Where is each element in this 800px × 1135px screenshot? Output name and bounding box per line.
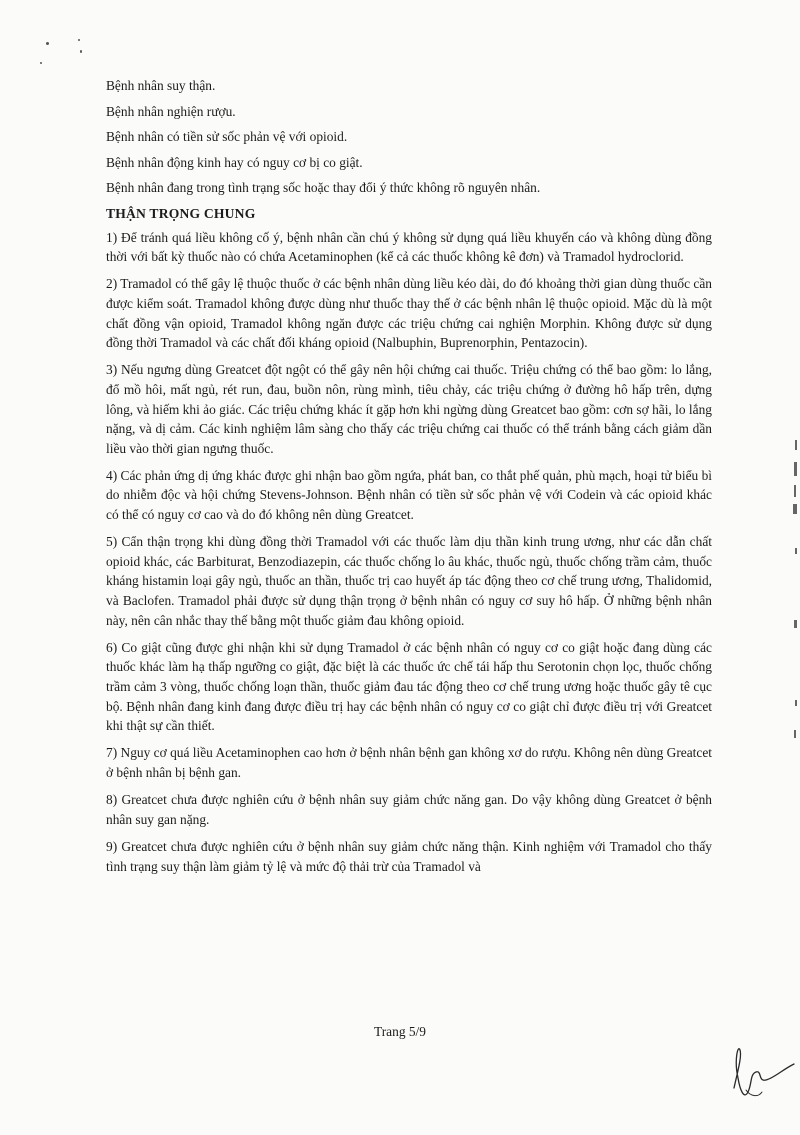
precaution-paragraph: 5) Cẩn thận trọng khi dùng đồng thời Tramadol với các thuốc làm dịu thần kinh trung ương, như các dẫn chất opioid khác, các Barbiturat, Benzodiazepin, các thuốc chống lo âu khác, thuốc ngủ, thuốc chống trầm cảm, thuốc kháng histamin loại gây ngủ, thuốc an thần, thuốc trị cao huyết áp tác động theo cơ chế trung ương, Thalidomid, và Baclofen. Tramadol phải được sử dụng thận trọng ở bệnh nhân có nguy cơ suy hô hấp. Ở những bệnh nhân này, nên cân nhắc thay thế bằng một thuốc giảm đau không opioid. [106, 534, 712, 628]
precaution-paragraph: 4) Các phản ứng dị ứng khác được ghi nhận bao gồm ngứa, phát ban, co thắt phế quản, phù mạch, hoại tử biểu bì do nhiễm độc và hội chứng Stevens-Johnson. Bệnh nhân có tiền sử sốc phản vệ với Codein và các opioid khác có thể có nguy cơ cao và do đó không nên dùng Greatcet. [106, 467, 712, 523]
scan-speck [46, 42, 49, 45]
contraindication-line: Bệnh nhân nghiện rượu. [106, 103, 236, 119]
contraindication-line: Bệnh nhân có tiền sử sốc phản vệ với opioid. [106, 129, 348, 145]
precaution-paragraph: 8) Greatcet chưa được nghiên cứu ở bệnh nhân suy giảm chức năng gan. Do vậy không dùng Greatcet ở bệnh nhân suy gan nặng. [106, 792, 712, 827]
document-body [106, 76, 712, 884]
contraindication-line: Bệnh nhân động kinh hay có nguy cơ bị co giật. [106, 154, 363, 170]
signature-mark [728, 1030, 798, 1110]
precaution-paragraph: 9) Greatcet chưa được nghiên cứu ở bệnh nhân suy giảm chức năng thận. Kinh nghiệm với Tramadol cho thấy tình trạng suy thận làm giảm tỷ lệ và mức độ thải trừ của Tramadol và [106, 838, 712, 874]
precaution-paragraph: 2) Tramadol có thể gây lệ thuộc thuốc ở các bệnh nhân dùng liều kéo dài, do đó khoảng thời gian dùng thuốc cần được kiểm soát. Tramadol không được dùng như thuốc thay thế ở các bệnh nhân lệ thuộc opioid. Mặc dù là một chất đồng vận opioid, Tramadol không ngăn được các triệu chứng cai nghiện Morphin. Không được sử dụng đồng thời Tramadol và các chất đối kháng opioid (Nalbuphin, Buprenorphin, Pentazocin). [106, 276, 712, 351]
scan-speck [78, 39, 80, 41]
scan-speck [80, 50, 82, 53]
precaution-paragraph: 1) Để tránh quá liều không cố ý, bệnh nhân cần chú ý không sử dụng quá liều khuyến cáo và không dùng đồng thời với bất kỳ thuốc nào có chứa Acetaminophen (kể cả các thuốc không kê đơn) và Tramadol hydroclorid. [106, 229, 712, 265]
precaution-paragraph: 7) Nguy cơ quá liều Acetaminophen cao hơn ở bệnh nhân bệnh gan không xơ do rượu. Không nên dùng Greatcet ở bệnh nhân bị bệnh gan. [106, 745, 712, 780]
contraindication-line: Bệnh nhân suy thận. [106, 78, 216, 93]
edge-bleed-marks [786, 400, 800, 760]
precaution-paragraph: 3) Nếu ngưng dùng Greatcet đột ngột có thể gây nên hội chứng cai thuốc. Triệu chứng có thể bao gồm: lo lắng, đổ mồ hôi, mất ngủ, rét run, đau, buồn nôn, rùng mình, tiêu chảy, các triệu chứng ở đường hô hấp trên, dựng lông, và hiếm khi ảo giác. Các triệu chứng khác ít gặp hơn khi ngừng dùng Greatcet bao gồm: cơn sợ hãi, lo lắng nặng, và dị cảm. Các kinh nghiệm lâm sàng cho thấy các triệu chứng cai thuốc có thể tránh bằng cách giảm dần liều vào thời gian ngưng thuốc. [106, 362, 712, 456]
scan-speck [40, 62, 42, 64]
section-heading: THẬN TRỌNG CHUNG [106, 205, 256, 221]
page-number: Trang 5/9 [374, 1024, 426, 1039]
precaution-paragraph: 6) Co giật cũng được ghi nhận khi sử dụng Tramadol ở các bệnh nhân có nguy cơ co giật hoặc đang dùng các thuốc khác làm hạ thấp ngưỡng co giật, đặc biệt là các thuốc ức chế tái hấp thu Serotonin chọn lọc, thuốc chống trầm cảm 3 vòng, thuốc chống loạn thần, thuốc giảm đau tác động theo cơ chế trung ương hoặc thuốc gây tê cục bộ. Bệnh nhân đang kinh đang được điều trị hay các bệnh nhân có nguy cơ co giật chỉ được điều trị với Greatcet khi thật sự cần thiết. [106, 639, 712, 734]
contraindication-line: Bệnh nhân đang trong tình trạng sốc hoặc thay đổi ý thức không rõ nguyên nhân. [106, 180, 541, 196]
